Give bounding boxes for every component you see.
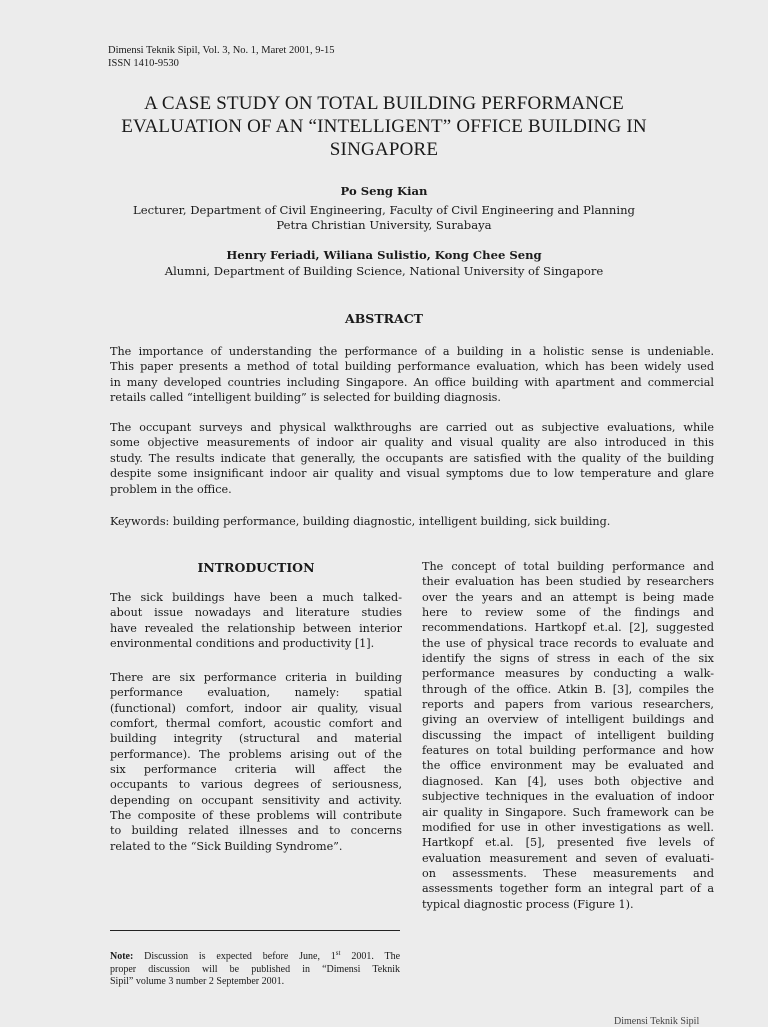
note-text: Discussion is expected before June, 1: [144, 951, 336, 962]
author-affiliation: Lecturer, Department of Civil Engineering, Faculty of Civil Engineering and Planning: [133, 202, 635, 217]
text-line: in many developed countries including Singapore. An office building with apartment and commercial: [110, 375, 714, 389]
text-line: recommendations. Hartkopf et.al. [2], suggested: [422, 621, 714, 635]
text-line: despite some insignificant indoor air quality and visual symptoms due to low temperature and glare: [110, 467, 714, 481]
text-line: typical diagnostic process (Figure 1).: [422, 897, 634, 911]
text-line: some objective measurements of indoor air quality and visual quality are also introduced in this: [110, 436, 714, 450]
text-line: the office environment may be evaluated and: [422, 759, 714, 773]
text-line: The concept of total building performance and: [422, 560, 714, 573]
text-line: building integrity (structural and material: [110, 732, 402, 746]
author-name: Po Seng Kian: [340, 184, 428, 198]
author-affiliation: Petra Christian University, Surabaya: [276, 218, 492, 232]
text-line: have revealed the relationship between interior: [110, 621, 402, 635]
footnote-line: Sipil” volume 3 number 2 September 2001.: [110, 976, 285, 987]
text-line: subjective techniques in the evaluation of indoor: [422, 790, 714, 804]
abstract-heading: ABSTRACT: [345, 311, 423, 326]
title-line: EVALUATION OF AN “INTELLIGENT” OFFICE BUILDING IN: [121, 116, 647, 137]
issn: ISSN 1410-9530: [108, 58, 179, 69]
text-line: depending on occupant sensitivity and activity.: [110, 793, 402, 807]
text-line: performance). The problems arising out of the: [110, 747, 402, 761]
footnote-line: [110, 947, 400, 964]
text-line: discussing the impact of intelligent building: [422, 728, 714, 742]
intro-left-paragraph-2: [110, 670, 402, 854]
text-line: Hartkopf et.al. [5], presented five levels of: [422, 836, 714, 850]
title-line: SINGAPORE: [329, 139, 439, 160]
text-line: modified for use in other investigations as well.: [422, 820, 714, 834]
intro-left-paragraph-1: [110, 590, 402, 651]
text-line: through of the office. Atkin B. [3], compiles the: [422, 682, 714, 696]
text-line: here to review some of the findings and: [422, 606, 714, 620]
text-line: study. The results indicate that generally, the occupants are satisfied with the quality of the building: [110, 451, 714, 465]
text-line: environmental conditions and productivity [1].: [110, 637, 375, 651]
footnote: [110, 947, 400, 989]
text-line: on assessments. These measurements and: [422, 866, 714, 880]
text-line: The sick buildings have been a much talked-: [110, 591, 402, 604]
text-line: the use of physical trace records to evaluate and: [422, 636, 714, 650]
text-line: giving an overview of intelligent buildings and: [422, 713, 714, 727]
text-line: This paper presents a method of total building performance evaluation, which has been widely used: [110, 360, 714, 374]
journal-citation: Dimensi Teknik Sipil, Vol. 3, No. 1, Maret 2001, 9-15: [108, 45, 335, 56]
text-line: to building related illnesses and to concerns: [110, 824, 402, 838]
author-block-2: [60, 248, 708, 279]
text-line: their evaluation has been studied by researchers: [422, 575, 714, 589]
text-line: over the years and an attempt is being made: [422, 590, 714, 604]
abstract-paragraph-2: [110, 420, 714, 497]
keywords: Keywords: building performance, building diagnostic, intelligent building, sick building.: [110, 515, 611, 528]
text-line: performance evaluation, namely: spatial: [110, 686, 402, 700]
text-line: (functional) comfort, indoor air quality, visual: [110, 701, 402, 715]
text-line: about issue nowadays and literature studies: [110, 606, 402, 620]
text-line: The composite of these problems will contribute: [110, 809, 402, 823]
text-line: The importance of understanding the performance of a building in a holistic sense is undeniable.: [110, 345, 714, 358]
note-text: 2001. The: [351, 951, 401, 962]
text-line: assessments together form an integral part of a: [422, 882, 714, 896]
text-line: identify the signs of stress in each of the six: [422, 652, 714, 666]
text-line: occupants to various degrees of seriousness,: [110, 778, 402, 792]
text-line: performance measures by conducting a walk-: [422, 667, 714, 681]
text-line: comfort, thermal comfort, acoustic comfort and: [110, 717, 402, 731]
text-line: diagnosed. Kan [4], uses both objective and: [422, 774, 714, 788]
journal-header: [108, 44, 334, 70]
text-line: problem in the office.: [110, 482, 232, 496]
text-line: air quality in Singapore. Such framework can be: [422, 805, 714, 819]
abstract-paragraph-1: [110, 344, 714, 406]
text-line: retails called “intelligent building” is selected for building diagnosis.: [110, 391, 501, 405]
text-line: six performance criteria will affect the: [110, 763, 402, 777]
text-line: There are six performance criteria in building: [110, 671, 402, 684]
title-line: A CASE STUDY ON TOTAL BUILDING PERFORMANCE: [144, 93, 624, 114]
footnote-divider: [110, 930, 400, 931]
author-block-1: [60, 184, 708, 234]
note-sup: st: [335, 949, 341, 957]
text-line: evaluation measurement and seven of evaluati-: [422, 851, 714, 865]
text-line: reports and papers from various researchers,: [422, 698, 714, 712]
intro-right-paragraph: [422, 559, 714, 912]
running-footer: Dimensi Teknik Sipil: [614, 1016, 700, 1027]
text-line: related to the “Sick Building Syndrome”.: [110, 839, 343, 853]
paper-title: [60, 92, 708, 161]
footnote-line: proper discussion will be published in “Dimensi Teknik: [110, 963, 400, 975]
note-label: Note:: [110, 951, 134, 962]
introduction-heading: INTRODUCTION: [197, 560, 315, 575]
author-affiliation: Alumni, Department of Building Science, National University of Singapore: [164, 263, 604, 278]
text-line: features on total building performance and how: [422, 744, 714, 758]
text-line: The occupant surveys and physical walkthroughs are carried out as subjective evaluations, while: [110, 421, 714, 434]
author-names: Henry Feriadi, Wiliana Sulistio, Kong Chee Seng: [226, 248, 542, 262]
